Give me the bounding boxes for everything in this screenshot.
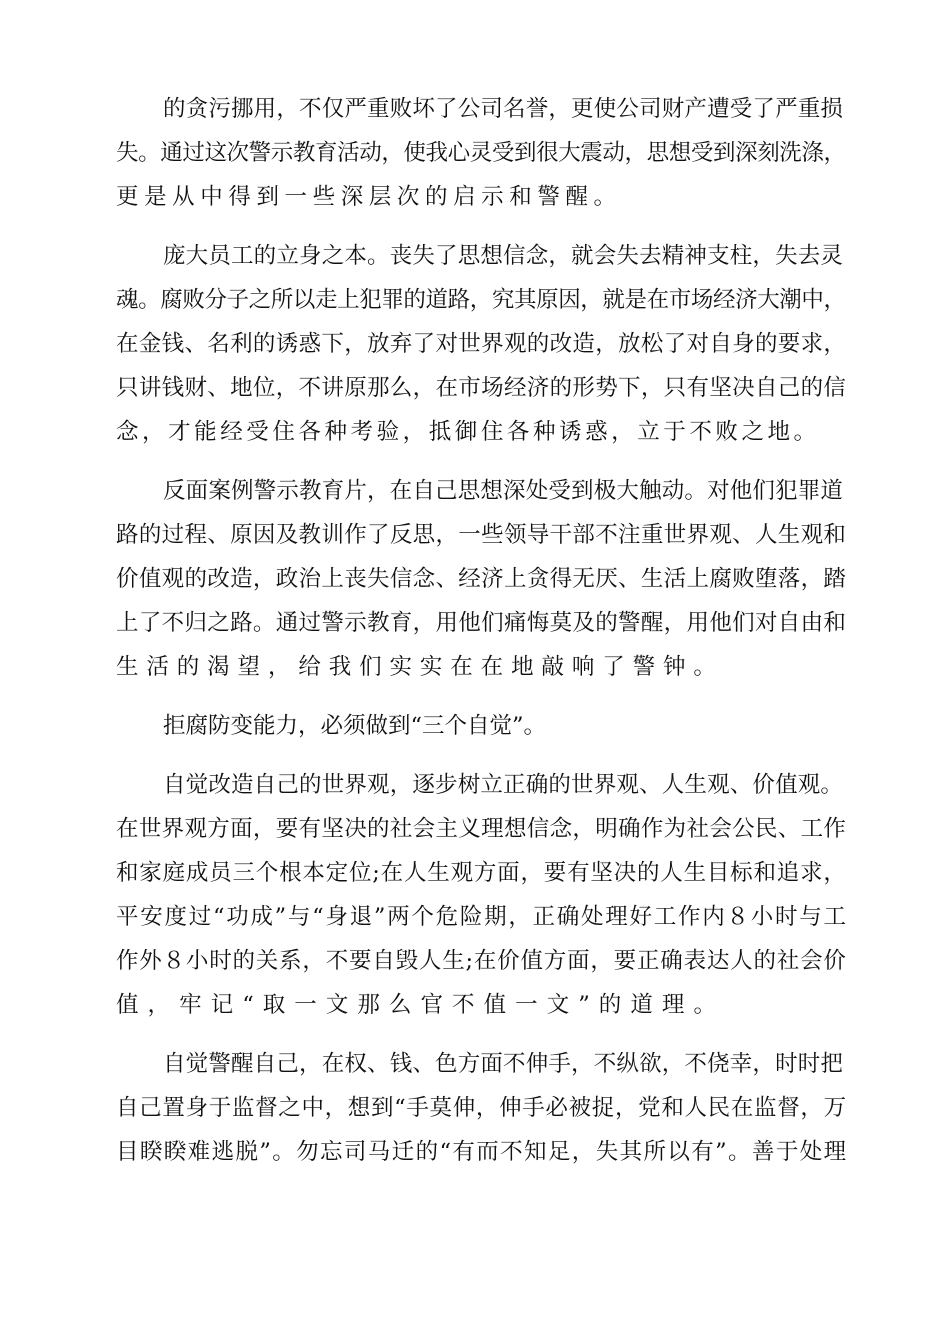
paragraph-1-line-1: 的贪污挪用，不仅严重败坏了公司名誉，更使公司财产遭受了严重损: [163, 96, 844, 122]
paragraph-5-line-3: 和家庭成员三个根本定位;在人生观方面，要有坚决的人生目标和追求，: [116, 860, 847, 886]
paragraph-3-line-1: 反面案例警示教育片，在自己思想深处受到极大触动。对他们犯罪道: [163, 478, 844, 504]
paragraph-5-line-1: 自觉改造自己的世界观，逐步树立正确的世界观、人生观、价值观。: [163, 772, 844, 798]
paragraph-2-line-4: 只讲钱财、地位，不讲原那么，在市场经济的形势下，只有坚决自己的信: [116, 375, 847, 401]
paragraph-5-line-2: 在世界观方面，要有坚决的社会主义理想信念，明确作为社会公民、工作: [116, 816, 847, 842]
paragraph-5-line-5: 作外８小时的关系，不要自毁人生;在价值方面，要正确表达人的社会价: [116, 948, 847, 974]
paragraph-3-line-4: 上了不归之路。通过警示教育，用他们痛悔莫及的警醒，用他们对自由和: [116, 610, 847, 636]
paragraph-1-line-3: 更是从中得到一些深层次的启示和警醒。: [116, 184, 622, 210]
paragraph-6-line-1: 自觉警醒自己，在权、钱、色方面不伸手，不纵欲，不侥幸，时时把: [163, 1051, 844, 1077]
paragraph-5-line-4: 平安度过“功成”与“身退”两个危险期，正确处理好工作内８小时与工: [116, 904, 848, 930]
paragraph-3-line-3: 价值观的改造，政治上丧失信念、经济上贪得无厌、生活上腐败堕落，踏: [116, 566, 847, 592]
paragraph-3-line-2: 路的过程、原因及教训作了反思，一些领导干部不注重世界观、人生观和: [116, 522, 847, 548]
paragraph-6-line-3: 目睽睽难逃脱”。勿忘司马迁的“有而不知足，失其所以有”。善于处理: [116, 1139, 848, 1165]
paragraph-5-line-6: 值，牢记“取一文那么官不值一文”的道理。: [116, 992, 726, 1018]
paragraph-6-line-2: 自己置身于监督之中，想到“手莫伸，伸手必被捉，党和人民在监督，万: [116, 1095, 847, 1121]
paragraph-2-line-5: 念，才能经受住各种考验，抵御住各种诱惑，立于不败之地。: [116, 419, 820, 445]
paragraph-2-line-2: 魂。腐败分子之所以走上犯罪的道路，究其原因，就是在市场经济大潮中，: [116, 287, 846, 313]
paragraph-1-line-2: 失。通过这次警示教育活动，使我心灵受到很大震动，思想受到深刻洗涤，: [116, 140, 846, 166]
paragraph-2-line-3: 在金钱、名利的诱惑下，放弃了对世界观的改造，放松了对自身的要求，: [116, 331, 847, 357]
paragraph-2-line-1: 庞大员工的立身之本。丧失了思想信念，就会失去精神支柱，失去灵: [163, 243, 844, 269]
paragraph-3-line-5: 生活的渴望，给我们实实在在地敲响了警钟。: [116, 654, 724, 680]
paragraph-4-line-1: 拒腐防变能力，必须做到“三个自觉”。: [163, 713, 547, 739]
